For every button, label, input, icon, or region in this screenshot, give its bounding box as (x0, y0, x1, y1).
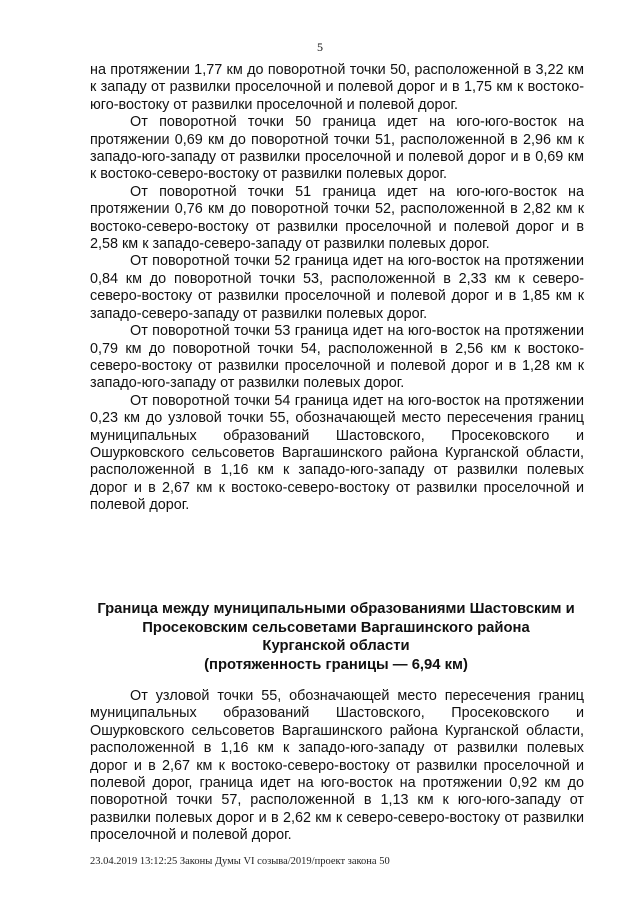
paragraph-continuation: на протяжении 1,77 км до поворотной точки 50, расположенной в 3,22 км к западу от развилки проселочной и полевой дорог и в 1,75 км к востоко-юго-востоку от развилки проселочной и полевой дорог. (90, 62, 584, 113)
paragraph-point-53: От поворотной точки 53 граница идет на юго-восток на протяжении 0,79 км до поворотной точки 54, расположенной в 2,56 км к востоко-северо-востоку от развилки проселочной и полевой дорог и в 1,28 км к западо-юго-западу от развилки полевых дорог. (90, 323, 584, 392)
page-number: 5 (317, 40, 323, 54)
paragraph-point-54: От поворотной точки 54 граница идет на юго-восток на протяжении 0,23 км до узловой точки 55, обозначающей место пересечения границ муниципальных образований Шастовского, Просековского и Ошурковского сельсоветов Варгашинского района Курганской области, расположенной в 1,16 км к западо-юго-западу от развилки полевых дорог и в 2,67 км к востоко-северо-востоку от развилки проселочной и полевой дорог. (90, 392, 584, 514)
body-text (90, 62, 584, 515)
paragraph-point-55: От узловой точки 55, обозначающей место пересечения границ муниципальных образований Шастовского, Просековского и Ошурковского сельсоветов Варгашинского района Курганской области, расположенной в 1,16 км к западо-юго-западу от развилки полевых дорог и в 2,67 км к востоко-северо-востоку от развилки проселочной и полевой дорог, граница идет на юго-восток на протяжении 0,92 км до поворотной точки 57, расположенной в 1,13 км к юго-юго-западу от развилки полевых дорог и в 2,62 км к северо-северо-востоку от развилки проселочной и полевой дорог. (90, 688, 584, 844)
paragraph-point-50: От поворотной точки 50 граница идет на юго-юго-восток на протяжении 0,69 км до поворотной точки 51, расположенной в 2,96 км к западо-юго-западу от развилки проселочной и полевой дорог и в 0,69 км к востоко-северо-востоку от развилки полевых дорог. (90, 114, 584, 183)
paragraph-point-52: От поворотной точки 52 граница идет на юго-восток на протяжении 0,84 км до поворотной точки 53, расположенной в 2,33 км к северо-северо-востоку от развилки проселочной и полевой дорог и в 1,85 км к западо-северо-западу от развилки полевых дорог. (90, 253, 584, 322)
footer-path: 23.04.2019 13:12:25 Законы Думы VI созыва/2019/проект закона 50 (90, 856, 390, 867)
section-body (90, 688, 584, 845)
heading-line-1: Граница между муниципальными образованиями Шастовским и (97, 601, 575, 617)
heading-line-2: Просековским сельсоветами Варгашинского района (142, 619, 530, 636)
heading-line-3: Курганской области (262, 638, 410, 655)
heading-line-length: (протяженность границы — 6,94 км) (204, 656, 468, 673)
section-heading (84, 600, 588, 674)
paragraph-point-51: От поворотной точки 51 граница идет на юго-юго-восток на протяжении 0,76 км до поворотной точки 52, расположенной в 2,82 км к востоко-северо-востоку от развилки проселочной и полевой дорог и в 2,58 км к западо-северо-западу от развилки полевых дорог. (90, 183, 584, 253)
